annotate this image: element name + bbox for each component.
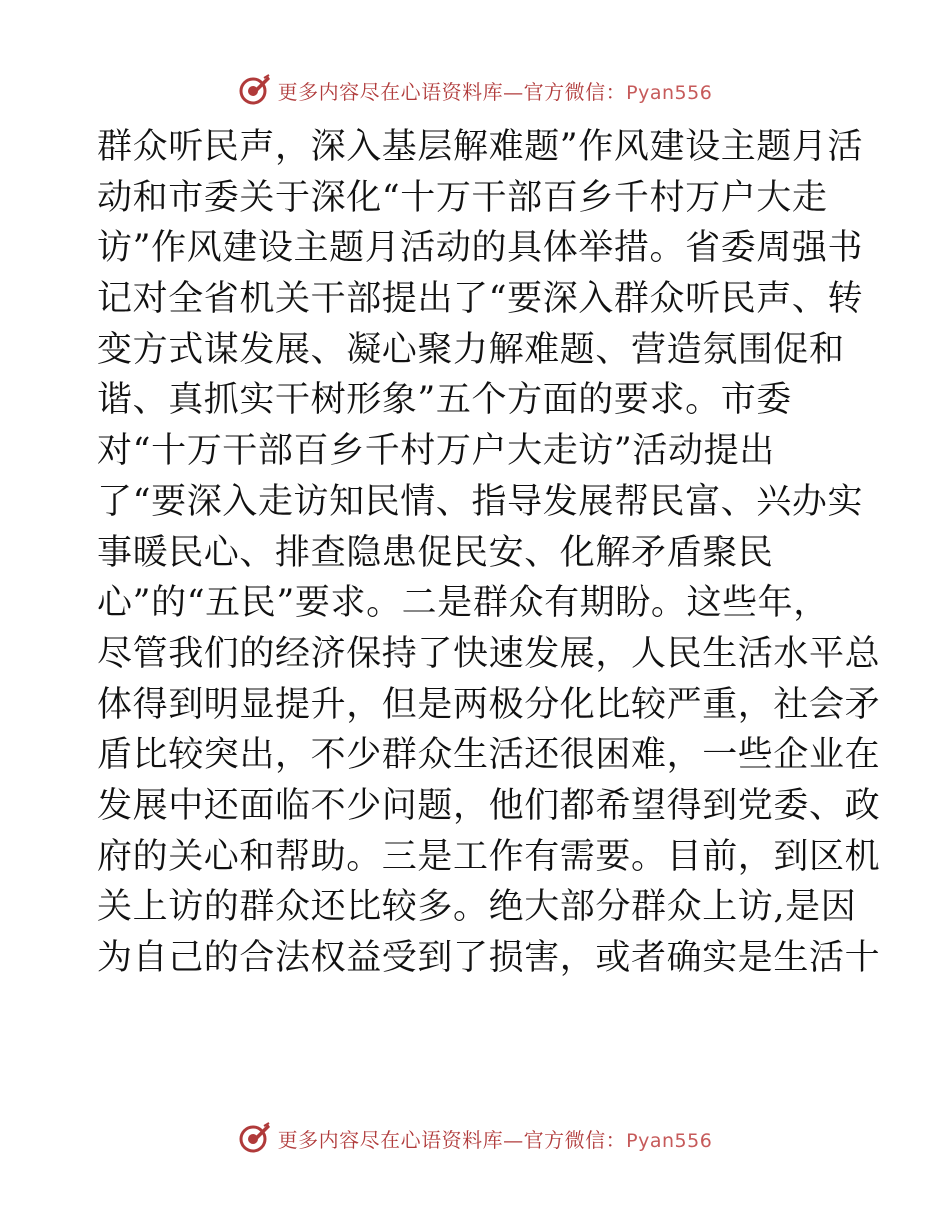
- body-line: 记对全省机关干部提出了“要深入群众听民声、转: [97, 279, 864, 320]
- body-line: 府的关心和帮助。三是工作有需要。目前，到区机: [97, 836, 881, 877]
- body-line: 了“要深入走访知民情、指导发展帮民富、兴办实: [97, 481, 864, 522]
- body-line: 心”的“五民”要求。二是群众有期盼。这些年，: [97, 583, 829, 624]
- body-line: 发展中还面临不少问题，他们都希望得到党委、政: [97, 785, 881, 826]
- document-body: [97, 122, 881, 984]
- header-wechat-id: Pyan556: [626, 81, 713, 104]
- header-watermark-text: [278, 76, 713, 105]
- body-line: 为自己的合法权益受到了损害，或者确实是生活十: [97, 938, 881, 978]
- quill-pen-circle-icon: [238, 73, 272, 107]
- body-line: 体得到明显提升，但是两极分化比较严重，社会矛: [97, 684, 881, 725]
- quill-pen-circle-icon: [238, 1121, 272, 1155]
- body-line: 尽管我们的经济保持了快速发展，人民生活水平总: [97, 633, 881, 674]
- body-line: 动和市委关于深化“十万干部百乡千村万户大走: [97, 177, 828, 218]
- header-watermark: [0, 70, 950, 110]
- body-line: 关上访的群众还比较多。绝大部分群众上访,是因: [97, 887, 857, 928]
- footer-slogan: 更多内容尽在心语资料库—官方微信：: [277, 1127, 627, 1152]
- footer-wechat-id: Pyan556: [626, 1129, 713, 1152]
- body-line: 谐、真抓实干树形象”五个方面的要求。市委: [97, 380, 792, 421]
- body-line: 对“十万干部百乡千村万户大走访”活动提出: [97, 431, 775, 472]
- body-line: 变方式谋发展、凝心聚力解难题、营造氛围促和: [97, 329, 845, 370]
- footer-watermark: [0, 1118, 950, 1158]
- footer-watermark-text: [278, 1124, 713, 1153]
- body-line: 群众听民声，深入基层解难题”作风建设主题月活: [97, 127, 864, 167]
- body-line: 事暖民心、排查隐患促民安、化解矛盾聚民: [97, 532, 774, 573]
- header-slogan: 更多内容尽在心语资料库—官方微信：: [277, 79, 627, 104]
- body-line: 访”作风建设主题月活动的具体举措。省委周强书: [97, 228, 864, 269]
- body-line: 盾比较突出，不少群众生活还很困难，一些企业在: [97, 735, 881, 776]
